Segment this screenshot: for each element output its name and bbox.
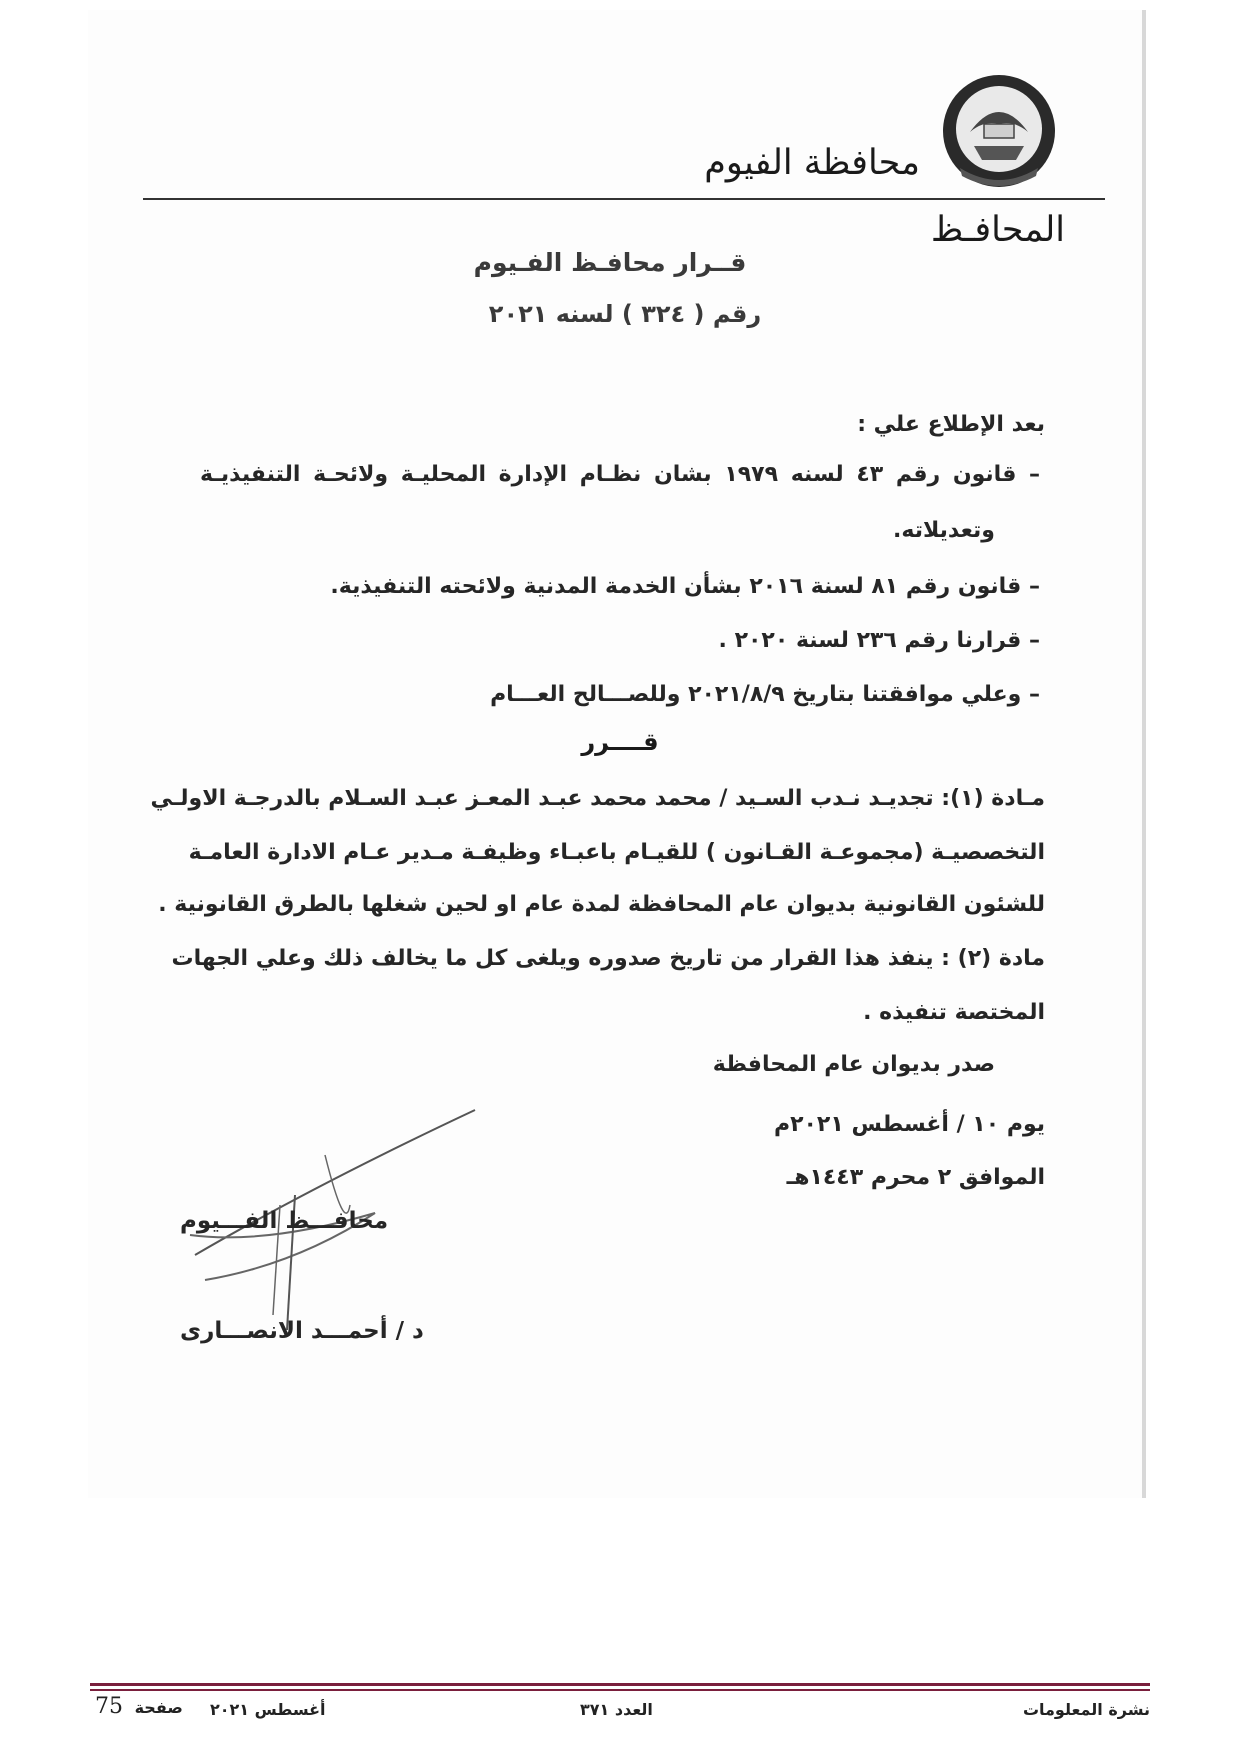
signatory-title: محافـــظ الفـــيوم	[180, 1208, 389, 1234]
decree-word: قــــرر	[581, 728, 659, 756]
article-line: التخصصيـة (مجموعـة القـانون ) للقيـام باعبـاء وظيفـة مـدير عـام الادارة العامـة	[188, 840, 1045, 865]
article-line: مادة (٢) : ينفذ هذا القرار من تاريخ صدوره ويلغى كل ما يخالف ذلك وعلي الجهات	[171, 946, 1045, 971]
article-line: المختصة تنفيذه .	[863, 1000, 1045, 1025]
signatory-name: د / أحمـــد الانصـــارى	[180, 1318, 424, 1344]
issued-date-hijri: الموافق ٢ محرم ١٤٤٣هـ	[786, 1165, 1045, 1190]
footer-page	[95, 1694, 183, 1719]
office-label: المحافـظ	[930, 210, 1065, 250]
preamble-item: وتعديلاته.	[893, 518, 995, 543]
article-line: للشئون القانونية بديوان عام المحافظة لمدة عام او لحين شغلها بالطرق القانونية .	[158, 892, 1045, 917]
governorate-seal-icon	[940, 72, 1058, 190]
issued-date-gregorian: يوم ١٠ / أغسطس ٢٠٢١م	[773, 1112, 1045, 1137]
issued-place: صدر بديوان عام المحافظة	[712, 1052, 995, 1077]
preamble-item: – وعلي موافقتنا بتاريخ ٢٠٢١/٨/٩ وللصـــالح العـــام	[490, 682, 1040, 707]
decision-number: رقم ( ٣٢٤ ) لسنه ٢٠٢١	[488, 300, 762, 328]
page-number: 75	[95, 1694, 123, 1719]
page-label: صفحة	[134, 1698, 183, 1717]
footer-month: أغسطس ٢٠٢١	[210, 1700, 326, 1719]
governorate-title: محافظة الفيوم	[704, 143, 920, 183]
header-divider	[143, 198, 1105, 200]
preamble-item: – قانون رقم ٤٣ لسنه ١٩٧٩ بشان نظـام الإدارة المحليـة ولائحـة التنفيذيـة	[200, 462, 1041, 487]
article-line: مـادة (١): تجديـد نـدب السـيد / محمد محمد عبـد المعـز عبـد السـلام بالدرجـة الاولـي	[150, 786, 1045, 811]
decision-title: قــرار محافـظ الفـيوم	[473, 248, 747, 277]
preamble-item: – قانون رقم ٨١ لسنة ٢٠١٦ بشأن الخدمة المدنية ولائحته التنفيذية.	[330, 574, 1040, 599]
preamble-intro: بعد الإطلاع علي :	[857, 412, 1045, 437]
footer-divider	[90, 1683, 1150, 1686]
footer-issue: العدد ٣٧١	[580, 1700, 653, 1719]
preamble-item: – قرارنا رقم ٢٣٦ لسنة ٢٠٢٠ .	[718, 628, 1040, 653]
footer-divider	[90, 1689, 1150, 1691]
scan-edge	[1142, 10, 1146, 1498]
footer-bulletin: نشرة المعلومات	[1022, 1700, 1150, 1719]
